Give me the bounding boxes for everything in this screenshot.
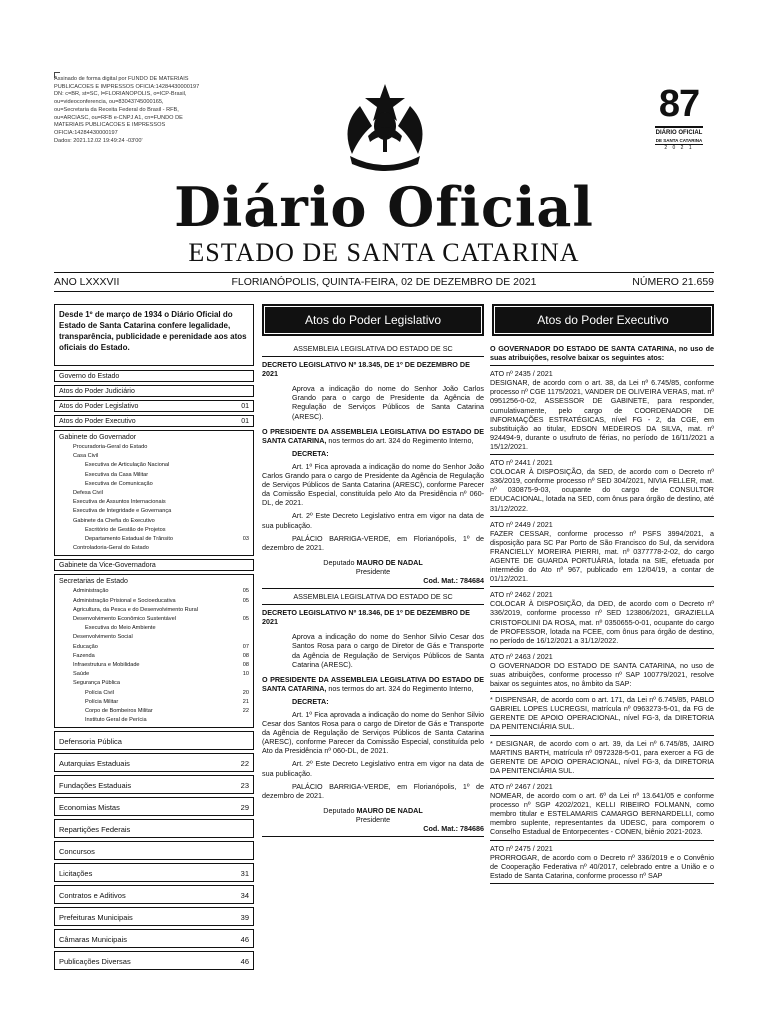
executive-act-text: COLOCAR À DISPOSIÇÃO, da DED, de acordo com o Decreto nº 336/2019, conforme processo nº SED 123806/2021, GRAZIELLA CRISTOFOLINI DA ROSA, mat. nº 0350655-0-01, ocupante do cargo de PROFESSOR, lotada na FCEE, com ônus para órgão de destino, no período de 16/12/2021 a 31/12/2022. bbox=[490, 599, 714, 645]
place-date: PALÁCIO BARRIGA-VERDE, em Florianópolis, 1º de dezembro de 2021. bbox=[262, 533, 484, 552]
legislative-section-header: Atos do Poder Legislativo bbox=[262, 304, 484, 336]
preamble-rest: nos termos do art. 324 do Regimento Interno, bbox=[326, 435, 474, 445]
toc-item[interactable] bbox=[54, 370, 254, 382]
cod-mat: Cod. Mat.: 784684 bbox=[423, 575, 484, 585]
toc-sub-item[interactable] bbox=[59, 689, 249, 698]
executive-act-text: * DESIGNAR, de acordo com o art. 39, da Lei nº 6.745/85, JAIRO MARTINS BARTH, matrícula nº 0972328-5-01, para exercer a FG de GERENTE DE APOIO OPERACIONAL, nível FG-3, da DIRETORIA DA PENITENCIÁRIA SUL. bbox=[490, 738, 714, 775]
toc-sub-label: Administração bbox=[73, 588, 109, 595]
legislative-preamble bbox=[262, 427, 484, 445]
toc-item-label: Publicações Diversas bbox=[59, 957, 131, 967]
toc-item-label: Atos do Poder Judiciário bbox=[59, 388, 135, 395]
toc-sub-label: Executiva de Integridade e Governança bbox=[73, 508, 172, 515]
state-coat-of-arms bbox=[330, 76, 440, 176]
issue-number: NÚMERO 21.659 bbox=[632, 276, 714, 288]
toc-item-label: Repartições Federais bbox=[59, 825, 131, 835]
toc-item[interactable] bbox=[54, 775, 254, 794]
executive-act-number: ATO nº 2467 / 2021 bbox=[490, 781, 553, 791]
toc-sub-item[interactable] bbox=[59, 443, 249, 452]
anniversary-badge bbox=[652, 84, 706, 152]
toc-sub-label: Escritório de Gestão de Projetos bbox=[85, 526, 166, 533]
toc-sub-item[interactable] bbox=[59, 480, 249, 489]
toc-group bbox=[54, 430, 254, 556]
toc-sub-label: Defesa Civil bbox=[73, 490, 103, 497]
signer-prefix: Deputado bbox=[323, 557, 357, 567]
toc-sub-item[interactable] bbox=[59, 698, 249, 707]
toc-item-page: 39 bbox=[240, 913, 249, 923]
toc-sub-label: Casa Civil bbox=[73, 453, 99, 460]
issue-info-row bbox=[54, 274, 714, 290]
toc-sub-item[interactable] bbox=[59, 535, 249, 544]
legislative-preamble bbox=[262, 675, 484, 693]
toc-item-page: 46 bbox=[240, 935, 249, 945]
article-2: Art. 2º Este Decreto Legislativo entra em vigor na data de sua publicação. bbox=[262, 511, 484, 530]
signer-line bbox=[262, 558, 484, 567]
legislative-decree-title: DECRETO LEGISLATIVO Nº 18.345, DE 1º DE DEZEMBRO DE 2021 bbox=[262, 360, 470, 379]
toc-sub-item[interactable] bbox=[59, 507, 249, 516]
cod-mat: Cod. Mat.: 784686 bbox=[423, 824, 484, 834]
legislative-org: ASSEMBLEIA LEGISLATIVA DO ESTADO DE SC bbox=[293, 592, 453, 602]
executive-act-text: O GOVERNADOR DO ESTADO DE SANTA CATARINA, no uso de suas atribuições, conforme processo nº SAP 100779/2021, resolve baixar os seguintes atos, no âmbito da SAP: bbox=[490, 660, 714, 689]
toc-item[interactable] bbox=[54, 907, 254, 926]
signature-line: Assinado de forma digital por FUNDO DE MATERIAIS bbox=[54, 76, 189, 82]
toc-sub-label: Executiva de Assuntos Internacionais bbox=[73, 499, 166, 506]
toc-item[interactable] bbox=[54, 753, 254, 772]
signature-line: DN: c=BR, st=SC, l=FLORIANOPOLIS, o=ICP-Brasil, bbox=[54, 91, 187, 98]
toc-item[interactable] bbox=[54, 731, 254, 750]
toc-sub-label: Desenvolvimento Social bbox=[73, 634, 133, 641]
toc-item[interactable] bbox=[54, 885, 254, 904]
toc-item-page: 34 bbox=[240, 891, 249, 901]
executive-column bbox=[490, 304, 714, 887]
place-date: PALÁCIO BARRIGA-VERDE, em Florianópolis, 1º de dezembro de 2021. bbox=[262, 781, 484, 800]
toc-sub-page: 10 bbox=[242, 671, 249, 678]
legislative-ementa: Aprova a indicação do nome do Senhor Silvio Cesar dos Santos Rosa para o cargo de Diretor de Gás e Transporte da Agência de Regulação de Serviços Públicos de Santa Catarina (ARESC). bbox=[292, 632, 484, 669]
toc-sub-label: Segurança Pública bbox=[73, 680, 120, 687]
issue-year: ANO LXXXVII bbox=[54, 276, 120, 288]
legislative-org: ASSEMBLEIA LEGISLATIVA DO ESTADO DE SC bbox=[293, 344, 453, 353]
executive-act-number: ATO nº 2449 / 2021 bbox=[490, 519, 553, 529]
legislative-ementa: Aprova a indicação do nome do Senhor João Carlos Grando para o cargo de Presidente da Agência de Regulação de Serviços Públicos de Santa Catarina (ARESC). bbox=[292, 384, 484, 421]
header-rule-top bbox=[54, 272, 714, 273]
preamble-bold: O PRESIDENTE DA ASSEMBLEIA LEGISLATIVA DO ESTADO DE SANTA CATARINA, bbox=[262, 426, 484, 445]
badge-number: 87 bbox=[658, 83, 700, 125]
legislative-column bbox=[262, 304, 484, 840]
toc-sub-page: 20 bbox=[242, 689, 249, 696]
toc-sub-item[interactable] bbox=[59, 498, 249, 507]
executive-act-text: NOMEAR, de acordo com o art. 6º da Lei nº 13.641/05 e conforme processo nº SGP 4202/2021, KELLI RIBEIRO FOLMANN, como membro titular e ESTELAMARIS CAMARGO BERNARDELLI, como membro suplente, representantes da UDESC, para comporem o Conselho Estadual de Entorpecentes - CONEN, biênio 2021-2023. bbox=[490, 791, 714, 837]
executive-act-rule bbox=[490, 840, 714, 841]
toc-sub-item[interactable] bbox=[59, 707, 249, 716]
executive-section-header: Atos do Poder Executivo bbox=[492, 304, 714, 336]
toc-sub-label: Saúde bbox=[73, 671, 90, 678]
signature-line: ou=Secretaria da Receita Federal do Brasil - RFB, bbox=[54, 106, 179, 113]
toc-group-title[interactable]: Secretarias de Estado bbox=[59, 578, 128, 586]
toc-sub-label: Controladoria-Geral do Estado bbox=[73, 545, 149, 552]
digital-signature-block bbox=[54, 76, 224, 145]
toc-item-page: 46 bbox=[240, 957, 249, 967]
signature-line: PUBLICACOES E IMPRESSOS OFICIA:14284430000197 bbox=[54, 83, 200, 90]
toc-item[interactable] bbox=[54, 400, 254, 412]
executive-act-rule bbox=[490, 691, 714, 692]
toc-sub-label: Desenvolvimento Econômico Sustentável bbox=[73, 616, 176, 623]
toc-sub-item[interactable] bbox=[59, 489, 249, 498]
decreta-label: DECRETA: bbox=[292, 696, 329, 706]
signature-corner-mark bbox=[54, 72, 60, 78]
toc-sub-page: 05 bbox=[242, 597, 249, 604]
toc-item[interactable] bbox=[54, 951, 254, 970]
toc-item-page: 31 bbox=[240, 869, 249, 879]
toc-sub-label: Corpo de Bombeiros Militar bbox=[85, 708, 153, 715]
toc-item[interactable] bbox=[54, 929, 254, 948]
toc-item-label: Atos do Poder Executivo bbox=[59, 418, 136, 425]
badge-label: DIÁRIO OFICIAL bbox=[655, 130, 703, 136]
signer-name: MAURO DE NADAL bbox=[356, 557, 423, 567]
toc-sub-label: Executiva da Casa Militar bbox=[85, 471, 149, 478]
toc-sub-page: 22 bbox=[242, 708, 249, 715]
preamble-rest: nos termos do art. 324 do Regimento Interno, bbox=[326, 683, 474, 693]
badge-rule bbox=[655, 126, 703, 128]
toc-sub-item[interactable] bbox=[59, 544, 249, 553]
executive-act-text: FAZER CESSAR, conforme processo nº PSFS 3994/2021, a disposição para SC Par Porto de São Francisco do Sul, da servidora FRANCIELLY MOREIRA PIERRI, mat. nº 0377778-2-02, do cargo AGENTE DE GUARDA PORTUÁRIA, lotada na SIE, efetuada por intermédio do Ato nº 967, publicado em 12/04/19, a contar de 01/12/2021. bbox=[490, 528, 714, 584]
toc-item[interactable] bbox=[54, 415, 254, 427]
toc-sub-label: Polícia Militar bbox=[85, 698, 119, 705]
signature-line: OFICIA:14284430000197 bbox=[54, 129, 118, 136]
executive-act-rule bbox=[490, 516, 714, 517]
executive-act-text: DESIGNAR, de acordo com o art. 38, da Lei nº 6.745/85, conforme processo nº CGE 1175/2021, VANDER DE OLIVEIRA VERAS, mat. nº 0951256-0-02, ASSESSOR DE GABINETE, para responder, cumulativamente, pelo cargo de COORDENADOR DE INFORMAÇÕES ESTRATÉGICAS, nível FG - 2, da CGE, em substituição ao titular, EDSON MEDEIROS DA SILVA, mat. nº 924494-9, durante o usufruto de férias, no período de 16/11/2021 a 15/12/2021. bbox=[490, 378, 714, 451]
toc-sub-item[interactable] bbox=[59, 652, 249, 661]
toc-item[interactable] bbox=[54, 841, 254, 860]
toc-item[interactable] bbox=[54, 819, 254, 838]
toc-item[interactable] bbox=[54, 559, 254, 571]
toc-sub-item[interactable] bbox=[59, 624, 249, 633]
toc-sub-item[interactable] bbox=[59, 615, 249, 624]
intro-box: Desde 1º de março de 1934 o Diário Oficial do Estado de Santa Catarina confere legalidade, transparência, publicidade e perenidade aos atos oficiais do Estado. bbox=[54, 304, 254, 366]
badge-label-2: DE SANTA CATARINA bbox=[655, 138, 703, 143]
badge-rule-2 bbox=[655, 144, 703, 145]
signature-line: MATERIAIS PUBLICACOES E IMPRESSOS bbox=[54, 122, 166, 129]
executive-act-text: * DISPENSAR, de acordo com o art. 171, da Lei nº 6.745/85, PABLO GABRIEL LOPES LUCREGSI, matrícula nº 0963273-5-01, da FG de GERENTE DE APOIO OPERACIONAL, nível FG-3, da DIRETORIA DA PENITENCIÁRIA SUL. bbox=[490, 695, 714, 732]
toc-item-label: Câmaras Municipais bbox=[59, 935, 127, 945]
toc-sub-label: Agricultura, da Pesca e do Desenvolvimento Rural bbox=[73, 606, 198, 613]
toc-sub-label: Departamento Estadual de Trânsito bbox=[85, 536, 173, 543]
toc-item-label: Governo do Estado bbox=[59, 373, 120, 380]
executive-act-rule bbox=[490, 454, 714, 455]
executive-act-number: ATO nº 2441 / 2021 bbox=[490, 458, 553, 468]
toc-sub-page: 21 bbox=[242, 698, 249, 705]
toc-sub-item[interactable] bbox=[59, 716, 249, 725]
legislative-rule bbox=[262, 604, 484, 605]
header-rule-bottom bbox=[54, 291, 714, 292]
toc-item-label: Licitações bbox=[59, 869, 93, 879]
toc-item-page: 22 bbox=[240, 759, 249, 769]
toc-sub-label: Gabinete da Chefia do Executivo bbox=[73, 517, 155, 524]
toc-sub-item[interactable] bbox=[59, 471, 249, 480]
executive-act-rule bbox=[490, 883, 714, 884]
executive-act-number: ATO nº 2462 / 2021 bbox=[490, 590, 553, 600]
signer-line bbox=[262, 806, 484, 815]
toc-item[interactable] bbox=[54, 797, 254, 816]
preamble-bold: O PRESIDENTE DA ASSEMBLEIA LEGISLATIVA DO ESTADO DE SANTA CATARINA, bbox=[262, 674, 484, 693]
toc-sub-item[interactable] bbox=[59, 526, 249, 535]
signature-line: Dados: 2021.12.02 19:49:24 -03'00' bbox=[54, 137, 143, 144]
toc-sub-label: Fazenda bbox=[73, 652, 95, 659]
toc-sub-page: 08 bbox=[242, 662, 249, 669]
toc-sub-page: 05 bbox=[242, 616, 249, 623]
toc-sub-page: 07 bbox=[242, 643, 249, 650]
signer-prefix: Deputado bbox=[323, 805, 357, 815]
toc-item-page: 01 bbox=[241, 418, 249, 425]
toc-sub-page: 08 bbox=[242, 652, 249, 659]
toc-item-label: Autarquias Estaduais bbox=[59, 759, 130, 769]
executive-act-rule bbox=[490, 778, 714, 779]
toc-sub-item[interactable] bbox=[59, 661, 249, 670]
article-1: Art. 1º Fica aprovada a indicação do nome do Senhor Silvio Cesar dos Santos Rosa para o cargo de Diretor de Gás e Transporte da Agência de Regulação de Serviços Públicos de Santa Catarina (ARESC), conforme Parecer da Comissão Especial, constituída pelo Ato da Presidência nº 060-DL, de 2021. bbox=[262, 710, 484, 756]
article-2: Art. 2º Este Decreto Legislativo entra em vigor na data de sua publicação. bbox=[262, 759, 484, 778]
signer-name: MAURO DE NADAL bbox=[356, 805, 423, 815]
toc-item[interactable] bbox=[54, 385, 254, 397]
toc-sub-label: Polícia Civil bbox=[85, 689, 114, 696]
toc-sub-item[interactable] bbox=[59, 597, 249, 606]
executive-act-text: PRORROGAR, de acordo com o Decreto nº 336/2019 e o Convênio de Cooperação Federativa nº 40/2017, celebrado entre a União e o Estado de Santa Catarina, conforme processo nº SAP bbox=[490, 852, 714, 880]
toc-sub-label: Educação bbox=[73, 643, 98, 650]
badge-year: 2 0 2 1 bbox=[664, 145, 694, 151]
legislative-decree-title: DECRETO LEGISLATIVO Nº 18.346, DE 1º DE DEZEMBRO DE 2021 bbox=[262, 608, 470, 627]
toc-sub-page: 03 bbox=[242, 536, 249, 543]
signer-role: Presidente bbox=[355, 814, 391, 824]
legislative-end-rule bbox=[262, 588, 484, 589]
toc-sub-item[interactable] bbox=[59, 517, 249, 526]
toc-sub-item[interactable] bbox=[59, 670, 249, 679]
table-of-contents bbox=[54, 370, 254, 973]
executive-act-text: COLOCAR À DISPOSIÇÃO, da SED, de acordo com o Decreto nº 336/2019, conforme processo nº SED 304/2021, NIVIA FELLER, mat. nº 030875-9-03, ocupante do cargo de CONSULTOR EDUCACIONAL, lotada na SED, com ônus para órgão de destino, até 31/12/2022. bbox=[490, 467, 714, 513]
toc-sub-item[interactable] bbox=[59, 606, 249, 615]
toc-sub-item[interactable] bbox=[59, 587, 249, 596]
signature-line: ou=videoconferencia, ou=83043745000165, bbox=[54, 99, 164, 106]
signature-line: ou=ARCIASC, ou=RFB e-CNPJ A1, cn=FUNDO DE bbox=[54, 114, 183, 121]
executive-act-number: ATO nº 2463 / 2021 bbox=[490, 651, 553, 661]
toc-item-label: Economias Mistas bbox=[59, 803, 120, 813]
toc-item-label: Defensoria Pública bbox=[59, 737, 122, 747]
toc-sub-label: Administração Prisional e Socioeducativa bbox=[73, 597, 176, 604]
legislative-rule bbox=[262, 356, 484, 357]
toc-sub-label: Instituto Geral de Perícia bbox=[85, 717, 147, 724]
toc-item-label: Fundações Estaduais bbox=[59, 781, 132, 791]
toc-sub-item[interactable] bbox=[59, 452, 249, 461]
legislative-end-rule bbox=[262, 836, 484, 837]
toc-item[interactable] bbox=[54, 863, 254, 882]
toc-item-page: 01 bbox=[241, 403, 249, 410]
executive-act-rule bbox=[490, 735, 714, 736]
executive-act-rule bbox=[490, 648, 714, 649]
toc-sub-label: Infraestrutura e Mobilidade bbox=[73, 662, 140, 669]
executive-act-number: ATO nº 2435 / 2021 bbox=[490, 369, 553, 379]
toc-sub-label: Executiva do Meio Ambiente bbox=[85, 625, 156, 632]
toc-item-label: Contratos e Aditivos bbox=[59, 891, 126, 901]
toc-item-label: Atos do Poder Legislativo bbox=[59, 403, 139, 410]
issue-date: FLORIANÓPOLIS, QUINTA-FEIRA, 02 DE DEZEMBRO DE 2021 bbox=[231, 276, 537, 288]
masthead-title: Diário Oficial bbox=[174, 175, 594, 239]
toc-sub-label: Procuradoria-Geral do Estado bbox=[73, 444, 148, 450]
toc-sub-item[interactable] bbox=[59, 679, 249, 688]
executive-act-rule bbox=[490, 586, 714, 587]
toc-item-label: Prefeituras Municipais bbox=[59, 913, 133, 923]
signer-role: Presidente bbox=[355, 566, 391, 576]
toc-sub-page: 05 bbox=[242, 588, 249, 595]
toc-sub-item[interactable] bbox=[59, 633, 249, 642]
decreta-label: DECRETA: bbox=[292, 448, 329, 458]
article-1: Art. 1º Fica aprovada a indicação do nome do Senhor João Carlos Grando para o cargo de Presidente da Agência de Regulação de Serviços Públicos de Santa Catarina (ARESC), conforme Parecer da Comissão Especial, constituída pelo Ato da Presidência nº 060-DL, de 2021. bbox=[262, 461, 484, 508]
toc-group bbox=[54, 574, 254, 728]
executive-act-number: ATO nº 2475 / 2021 bbox=[490, 843, 553, 853]
toc-item-page: 29 bbox=[240, 803, 249, 813]
toc-sub-label: Executiva de Comunicação bbox=[85, 480, 153, 487]
toc-sub-item[interactable] bbox=[59, 643, 249, 652]
toc-group-title[interactable]: Gabinete do Governador bbox=[59, 434, 137, 441]
executive-intro-rule bbox=[490, 365, 714, 366]
toc-item-label: Gabinete da Vice-Governadora bbox=[59, 562, 156, 570]
toc-sub-label: Executiva de Articulação Nacional bbox=[85, 462, 170, 469]
toc-item-page: 23 bbox=[240, 781, 249, 791]
executive-intro: O GOVERNADOR DO ESTADO DE SANTA CATARINA, no uso de suas atribuições, resolve baixar os seguintes atos: bbox=[490, 344, 714, 363]
toc-sub-item[interactable] bbox=[59, 461, 249, 470]
masthead-subtitle: ESTADO DE SANTA CATARINA bbox=[188, 238, 580, 267]
toc-item-label: Concursos bbox=[59, 847, 95, 857]
